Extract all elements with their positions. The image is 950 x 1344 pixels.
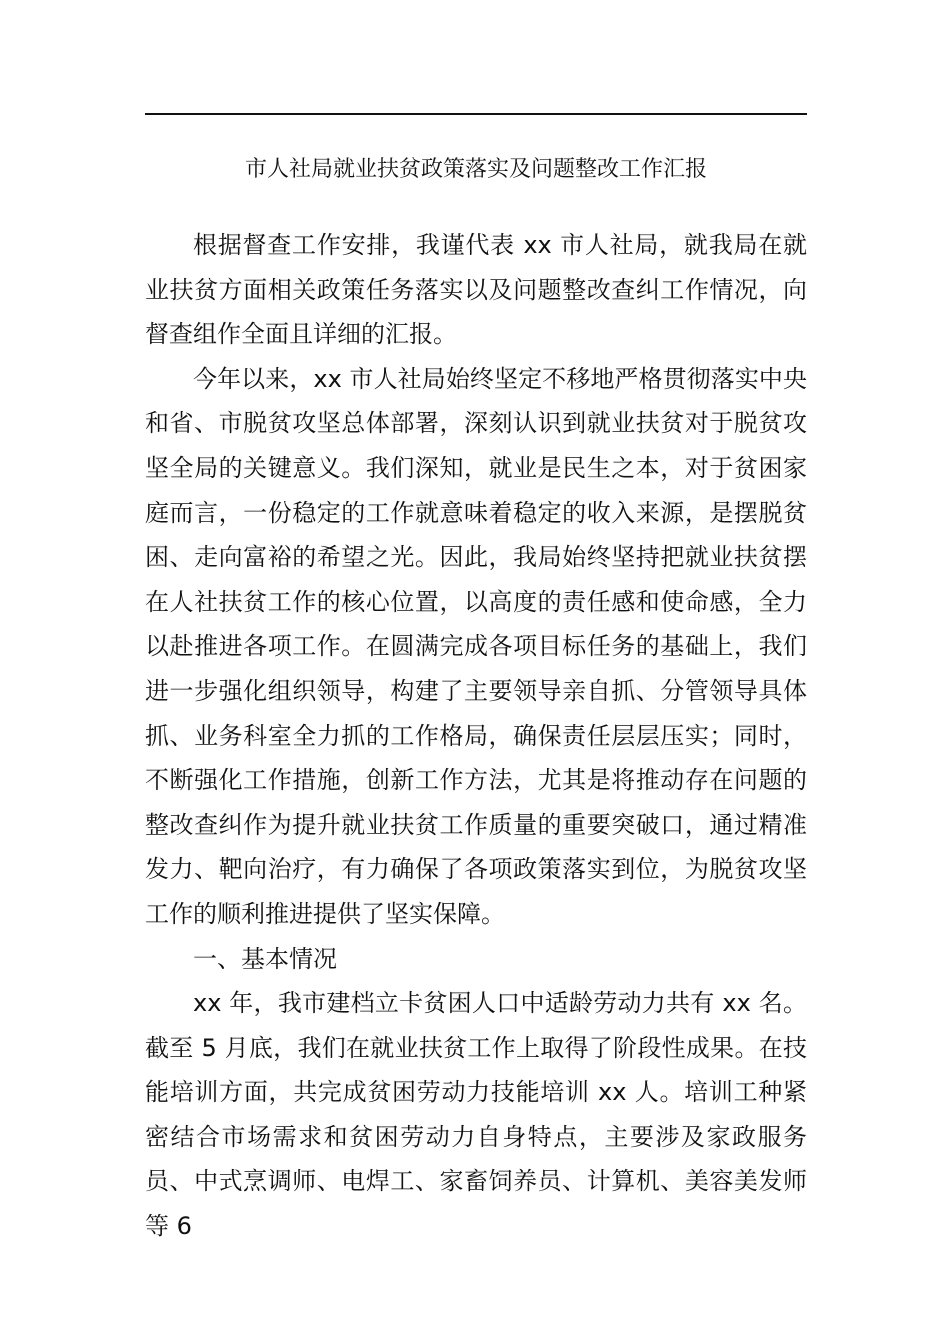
paragraph-intro: 根据督查工作安排，我谨代表 xx 市人社局，就我局在就业扶贫方面相关政策任务落实以及问题整改查纠工作情况，向督查组作全面且详细的汇报。 <box>145 231 807 349</box>
paragraph-overview: 今年以来，xx 市人社局始终坚定不移地严格贯彻落实中央和省、市脱贫攻坚总体部署，深刻认识到就业扶贫对于脱贫攻坚全局的关键意义。我们深知，就业是民生之本，对于贫困家庭而言，一份稳定的工作就意味着稳定的收入来源，是摆脱贫困、走向富裕的希望之光。因此，我局始终坚持把就业扶贫摆在人社扶贫工作的核心位置，以高度的责任感和使命感，全力以赴推进各项工作。在圆满完成各项目标任务的基础上，我们进一步强化组织领导，构建了主要领导亲自抓、分管领导具体抓、业务科室全力抓的工作格局，确保责任层层压实；同时，不断强化工作措施，创新工作方法，尤其是将推动存在问题的整改查纠作为提升就业扶贫工作质量的重要突破口，通过精准发力、靶向治疗，有力确保了各项政策落实到位，为脱贫攻坚工作的顺利推进提供了坚实保障。 <box>145 364 807 928</box>
paragraph-basic-situation: xx 年，我市建档立卡贫困人口中适龄劳动力共有 xx 名。截至 5 月底，我们在就业扶贫工作上取得了阶段性成果。在技能培训方面，共完成贫困劳动力技能培训 xx 人。培训工种紧密结合市场需求和贫困劳动力自身特点，主要涉及家政服务员、中式烹调师、电焊工、家畜饲养员、计算机、美容美发师等 6 <box>145 989 807 1241</box>
section-heading-basic-situation: 一、基本情况 <box>193 944 337 973</box>
document-body <box>145 223 807 1249</box>
header-rule <box>145 113 807 115</box>
document-title: 市人社局就业扶贫政策落实及问题整改工作汇报 <box>244 157 707 182</box>
